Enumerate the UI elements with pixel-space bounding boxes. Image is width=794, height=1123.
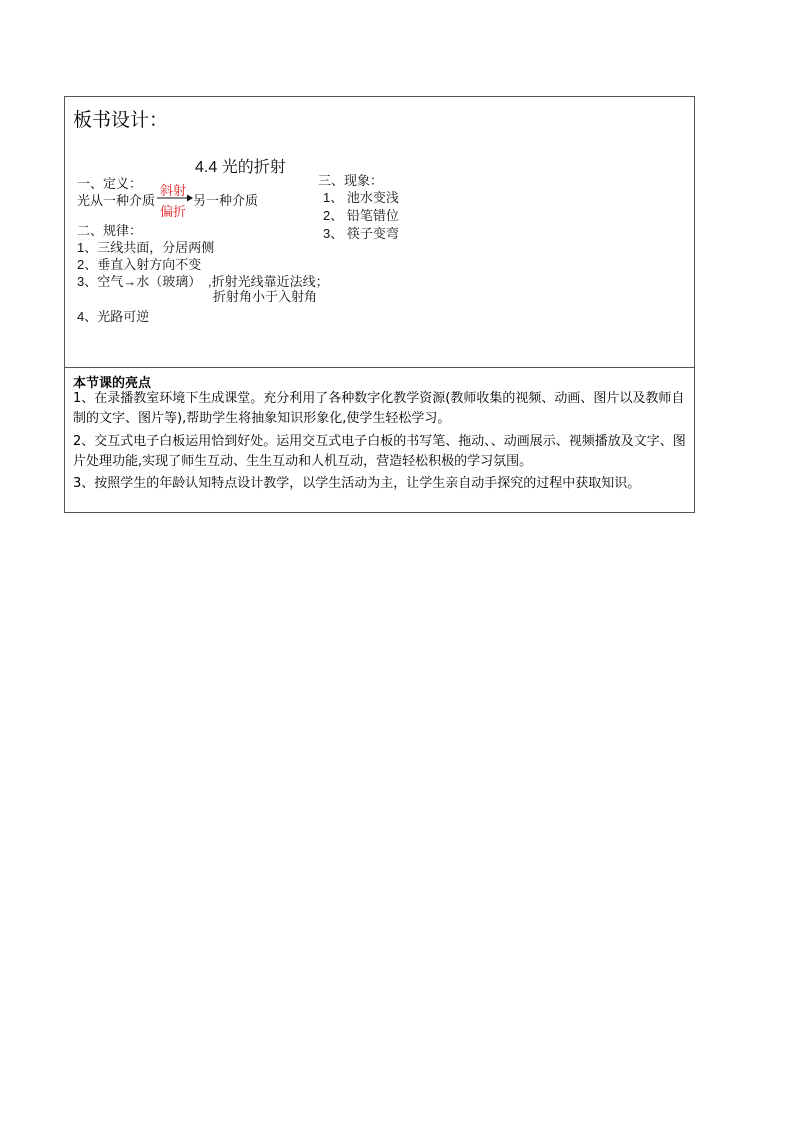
rule-item: 1、三线共面，分居两侧 — [77, 240, 215, 255]
rule-3-detail-b: 折射角小于入射角 — [213, 289, 318, 304]
highlights-title: 本节课的亮点 — [73, 376, 152, 391]
section-divider — [65, 367, 694, 368]
phenomenon-item: 3、 筷子变弯 — [323, 226, 399, 241]
phenomena-label: 三、现象： — [318, 173, 384, 188]
definition-left: 光从一种介质 — [77, 193, 156, 208]
definition-under-arrow: 偏折 — [160, 204, 187, 219]
rule-item: 3、空气→水（玻璃） — [77, 274, 202, 289]
definition-over-arrow: 斜射 — [160, 183, 187, 198]
definition-right: 另一种介质 — [193, 193, 259, 208]
lesson-table — [64, 96, 695, 513]
rule-item: 4、光路可逆 — [77, 309, 150, 324]
highlight-paragraph: 2、交互式电子白板运用恰到好处。运用交互式电子白板的书写笔、拖动、、动画展示、视频播放及文字、图片处理功能,实现了师生互动、生生互动和人机互动，营造轻松积极的学习氛围。 — [73, 434, 686, 469]
phenomenon-item: 1、 池水变浅 — [323, 190, 399, 205]
highlight-paragraph: 1、在录播教室环境下生成课堂。充分利用了各种数字化教学资源(教师收集的视频、动画、图片以及教师自制的文字、图片等),帮助学生将抽象知识形象化,使学生轻松学习。 — [73, 391, 685, 426]
board-title: 4.4 光的折射 — [195, 159, 286, 176]
highlight-paragraph: 3、按照学生的年龄认知特点设计教学，以学生活动为主，让学生亲自动手探究的过程中获取知识。 — [73, 476, 641, 491]
rule-item: 2、垂直入射方向不变 — [77, 257, 202, 272]
rules-label: 二、规律： — [77, 223, 143, 238]
rule-3-detail-a: ,折射光线靠近法线； — [208, 274, 329, 289]
definition-label: 一、定义： — [77, 176, 143, 191]
phenomenon-item: 2、 铅笔错位 — [323, 208, 399, 223]
board-design-heading: 板书设计： — [73, 109, 169, 131]
